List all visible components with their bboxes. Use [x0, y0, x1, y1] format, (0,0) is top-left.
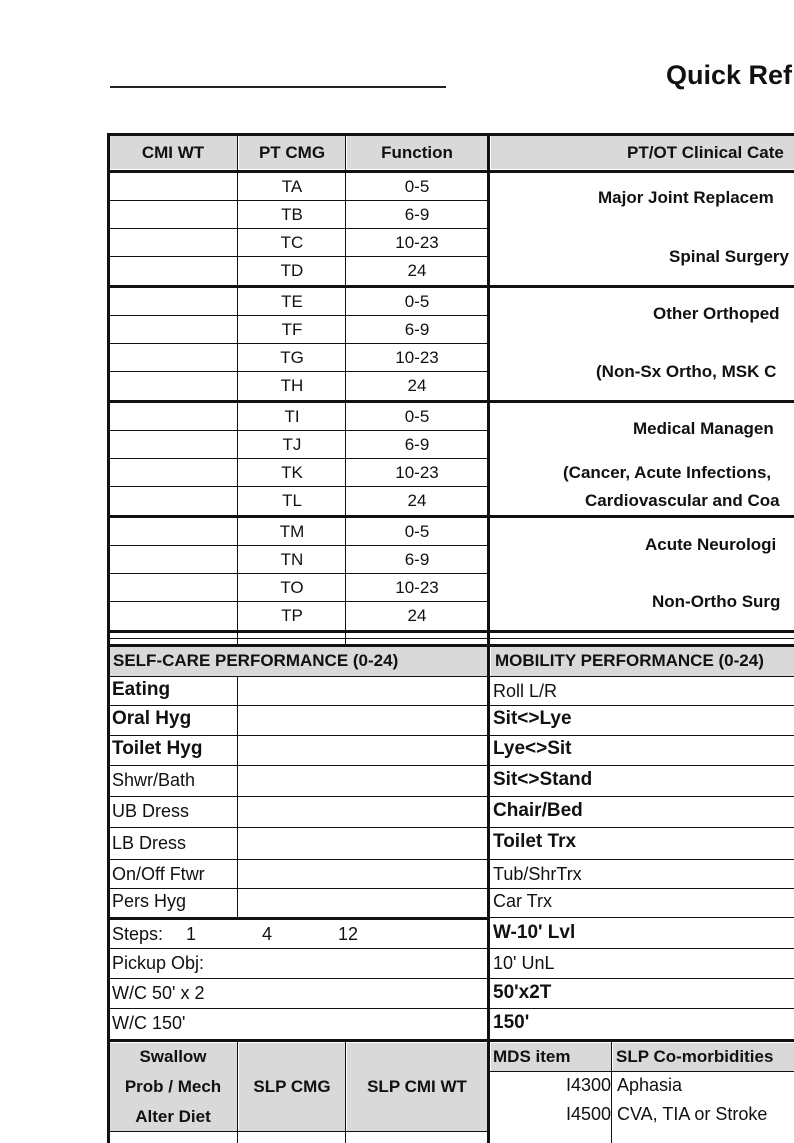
table-top-border: [107, 133, 794, 136]
header-cmi-wt: CMI WT: [109, 136, 237, 169]
swallow-header-line-3: Alter Diet: [135, 1107, 211, 1126]
swallow-header-bottom: [107, 1131, 489, 1132]
function-cell: 6-9: [404, 320, 430, 339]
function-cell: 10-23: [395, 348, 439, 367]
row-line: [107, 978, 794, 979]
pt-cmg-cell: TE: [281, 292, 303, 311]
pt-cmg-cell: TN: [280, 550, 304, 569]
page-title: Quick Ref: [666, 60, 793, 90]
row-line: [107, 573, 489, 574]
function-cell: 10-23: [395, 463, 439, 482]
self-care-item-ftwr: On/Off Ftwr: [112, 864, 205, 884]
pickup-obj-label: Pickup Obj:: [112, 953, 205, 973]
row-line: [107, 545, 489, 546]
function-cell: 0-5: [404, 522, 430, 541]
pt-cmg-cell: TM: [279, 522, 305, 541]
function-cell: 6-9: [404, 435, 430, 454]
mobility-item-toilet-trx: Toilet Trx: [493, 831, 577, 852]
row-line: [489, 917, 794, 918]
category-cardiovascular: Cardiovascular and Coa: [585, 491, 780, 510]
function-cell: 0-5: [404, 407, 430, 426]
self-care-item-pers-hyg: Pers Hyg: [112, 891, 187, 911]
swallow-header-line-2: Prob / Mech: [124, 1077, 222, 1096]
wc-50-label: W/C 50' x 2: [112, 983, 205, 1003]
mobility-item-lye-sit: Lye<>Sit: [493, 738, 572, 759]
row-line: [107, 486, 489, 487]
self-care-item-shwr-bath: Shwr/Bath: [112, 770, 196, 790]
row-line: [107, 948, 794, 949]
steps-value-1: 1: [186, 924, 197, 944]
header-bottom-border: [107, 170, 794, 173]
slp-cmi-wt-header: SLP CMI WT: [347, 1043, 487, 1131]
row-line: [107, 705, 794, 706]
row-line: [107, 228, 489, 229]
row-line: [107, 458, 489, 459]
category-other-ortho: Other Orthoped: [653, 304, 780, 323]
col-line-main: [487, 133, 490, 1143]
row-line: [107, 917, 489, 920]
swallow-header-line-1: Swallow: [139, 1047, 207, 1066]
steps-value-12: 12: [338, 924, 359, 944]
slp-comorbidities-header: SLP Co-morbidities: [613, 1043, 794, 1071]
function-cell: 24: [407, 261, 427, 280]
swallow-header: [109, 1043, 237, 1131]
pt-cmg-cell: TF: [281, 320, 303, 339]
row-line: [107, 256, 489, 257]
section-top-border: [107, 644, 794, 647]
category-non-sx-ortho: (Non-Sx Ortho, MSK C: [596, 362, 777, 381]
self-care-header: SELF-CARE PERFORMANCE (0-24): [109, 646, 487, 676]
mds-header-bottom: [489, 1071, 794, 1072]
category-cancer: (Cancer, Acute Infections,: [563, 463, 772, 482]
group-divider: [107, 515, 794, 518]
wc-150-label: W/C 150': [112, 1013, 186, 1033]
category-medical-mgmt: Medical Managen: [633, 419, 774, 438]
row-line: [107, 796, 794, 797]
self-care-col-line: [237, 676, 238, 917]
mds-code: I4300: [565, 1075, 611, 1095]
row-line: [107, 765, 794, 766]
row-line: [107, 430, 489, 431]
function-cell: 0-5: [404, 292, 430, 311]
row-line: [107, 601, 489, 602]
mobility-item-chair-bed: Chair/Bed: [493, 800, 583, 821]
self-care-item-eating: Eating: [112, 679, 171, 700]
row-line: [107, 371, 489, 372]
section-header-bottom: [107, 676, 794, 677]
pt-cmg-cell: TC: [280, 233, 304, 252]
group-divider: [107, 630, 794, 633]
col-line-cmi: [237, 133, 238, 644]
pt-cmg-cell: TD: [280, 261, 304, 280]
mobility-item-10-unl: 10' UnL: [493, 953, 555, 973]
steps-value-4: 4: [262, 924, 273, 944]
self-care-item-oral-hyg: Oral Hyg: [112, 708, 192, 729]
table-left-border: [107, 133, 110, 1143]
function-cell: 10-23: [395, 233, 439, 252]
category-acute-neuro: Acute Neurologi: [645, 535, 777, 554]
row-line: [107, 859, 794, 860]
steps-label: Steps:: [112, 924, 164, 944]
mds-col-line: [611, 1039, 612, 1143]
function-cell: 24: [407, 376, 427, 395]
self-care-item-ub-dress: UB Dress: [112, 801, 190, 821]
mobility-item-car-trx: Car Trx: [493, 891, 553, 911]
function-cell: 24: [407, 606, 427, 625]
self-care-item-lb-dress: LB Dress: [112, 833, 187, 853]
function-cell: 6-9: [404, 550, 430, 569]
row-line: [107, 315, 489, 316]
mobility-item-tub-shr: Tub/ShrTrx: [493, 864, 582, 884]
comorbidity-name: Aphasia: [617, 1075, 683, 1095]
row-line: [107, 343, 489, 344]
row-line: [107, 1008, 794, 1009]
mobility-item-sit-stand: Sit<>Stand: [493, 769, 593, 790]
pt-cmg-cell: TB: [281, 205, 303, 224]
mds-item-header: MDS item: [491, 1043, 611, 1071]
pt-cmg-cell: TJ: [282, 435, 302, 454]
function-cell: 0-5: [404, 177, 430, 196]
col-line-cmg: [345, 133, 346, 644]
blank-signature-line: [110, 86, 446, 88]
self-care-item-toilet-hyg: Toilet Hyg: [112, 738, 203, 759]
row-line: [107, 827, 794, 828]
mobility-header: MOBILITY PERFORMANCE (0-24): [491, 646, 794, 676]
slp-cmg-header: SLP CMG: [239, 1043, 345, 1131]
section-top-border: [107, 1039, 794, 1042]
mobility-item-walk-10-lvl: W-10' Lvl: [493, 922, 576, 943]
header-clinical-category: PT/OT Clinical Cate: [491, 136, 794, 169]
function-cell: 6-9: [404, 205, 430, 224]
header-function: Function: [347, 136, 487, 169]
mobility-item-roll: Roll L/R: [493, 681, 558, 701]
pt-cmg-cell: TG: [280, 348, 304, 367]
group-divider: [107, 400, 794, 403]
pt-cmg-cell: TO: [280, 578, 304, 597]
mobility-item-sit-lye: Sit<>Lye: [493, 708, 572, 729]
slp-col-line-1: [237, 1039, 238, 1143]
function-cell: 10-23: [395, 578, 439, 597]
row-line: [107, 200, 489, 201]
category-major-joint: Major Joint Replacem: [598, 188, 774, 207]
mobility-item-150: 150': [493, 1012, 530, 1033]
mds-code: I4500: [565, 1104, 611, 1124]
comorbidity-name: CVA, TIA or Stroke: [617, 1104, 768, 1124]
pt-cmg-cell: TH: [280, 376, 304, 395]
row-line: [107, 888, 794, 889]
pt-cmg-cell: TP: [281, 606, 303, 625]
pt-cmg-cell: TL: [282, 491, 302, 510]
category-non-ortho-surg: Non-Ortho Surg: [652, 592, 781, 611]
pt-cmg-cell: TA: [281, 177, 303, 196]
group-divider: [107, 285, 794, 288]
category-spinal-surgery: Spinal Surgery: [669, 247, 789, 266]
pt-cmg-cell: TI: [284, 407, 300, 426]
header-pt-cmg: PT CMG: [239, 136, 345, 169]
slp-col-line-2: [345, 1039, 346, 1143]
function-cell: 24: [407, 491, 427, 510]
form-frame: [107, 133, 794, 1143]
spacer-line: [107, 638, 794, 639]
row-line: [107, 735, 794, 736]
mobility-item-50x2t: 50'x2T: [493, 982, 552, 1003]
pt-cmg-cell: TK: [281, 463, 303, 482]
